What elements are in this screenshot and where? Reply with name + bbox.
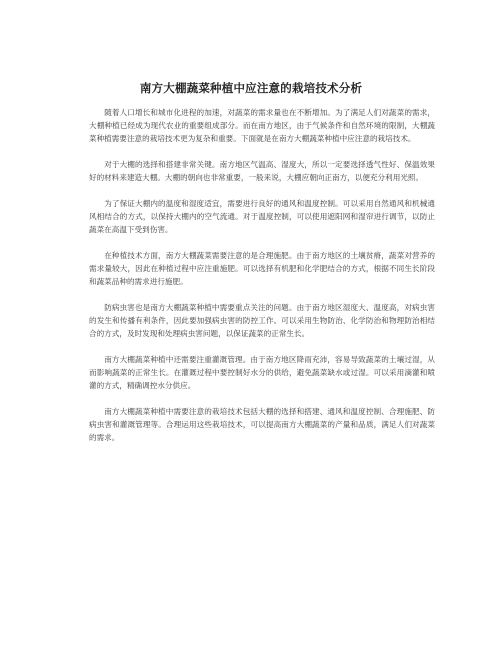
paragraph-3: 为了保证大棚内的温度和湿度适宜，需要进行良好的通风和温度控制。可以采用自然通风和机械通风相结合的方式，以保持大棚内的空气流通。对于温度控制，可以使用遮阳网和湿帘进行调节，以防止蔬菜在高温下受到伤害。 bbox=[89, 199, 435, 234]
document-title: 南方大棚蔬菜种植中应注意的栽培技术分析 bbox=[139, 81, 363, 95]
paragraph-2: 对于大棚的选择和搭建非常关键。南方地区气温高、湿度大，所以一定要选择透气性好、保温效果好的材料来建造大棚。大棚的朝向也非常重要，一般来说，大棚应朝向正南方，以便充分利用光照。 bbox=[89, 160, 435, 182]
paragraph-7: 南方大棚蔬菜种植中需要注意的栽培技术包括大棚的选择和搭建、通风和温度控制、合理施肥、防病虫害和灌溉管理等。合理运用这些栽培技术，可以提高南方大棚蔬菜的产量和品质，满足人们对蔬菜的需求。 bbox=[89, 407, 435, 442]
paragraph-4: 在种植技术方面，南方大棚蔬菜需要注意的是合理施肥。由于南方地区的土壤贫瘠，蔬菜对营养的需求量较大，因此在种植过程中应注重施肥。可以选择有机肥和化学肥结合的方式，根据不同生长阶段和蔬菜品种的需求进行施肥。 bbox=[89, 251, 435, 286]
paragraph-5: 防病虫害也是南方大棚蔬菜种植中需要重点关注的问题。由于南方地区湿度大、温度高，对病虫害的发生和传播有利条件，因此要加强病虫害的防控工作。可以采用生物防治、化学防治和物理防治相结合的方式，及时发现和处理病虫害问题，以保证蔬菜的正常生长。 bbox=[89, 303, 435, 338]
document-body bbox=[89, 106, 435, 457]
paragraph-1: 随着人口增长和城市化进程的加速，对蔬菜的需求量也在不断增加。为了满足人们对蔬菜的需求，大棚种植已经成为现代农业的重要组成部分。而在南方地区，由于气候条件和自然环境的限制，大棚蔬菜种植需要注意的栽培技术更为复杂和重要。下面就是在南方大棚蔬菜种植中应注意的栽培技术。 bbox=[89, 108, 435, 143]
paragraph-6: 南方大棚蔬菜种植中还需要注重灌溉管理。由于南方地区降雨充沛，容易导致蔬菜的土壤过湿，从而影响蔬菜的正常生长。在灌溉过程中要控制好水分的供给，避免蔬菜缺水或过湿。可以采用滴灌和喷灌的方式，精确调控水分供应。 bbox=[89, 355, 435, 390]
